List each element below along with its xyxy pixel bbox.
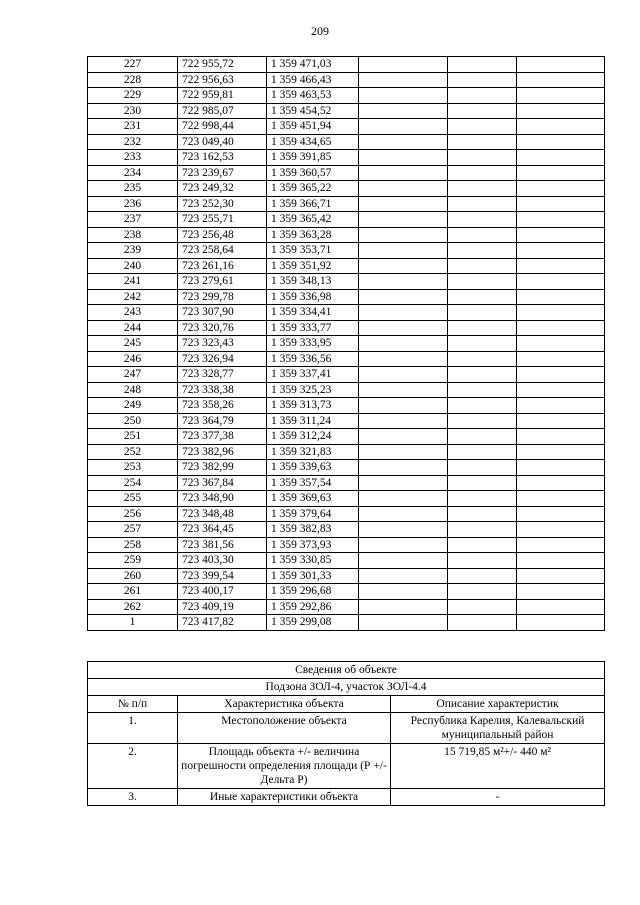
empty-cell xyxy=(448,305,517,321)
empty-cell xyxy=(517,537,605,553)
empty-cell xyxy=(359,72,448,88)
coordinate-y: 1 359 330,85 xyxy=(267,553,359,569)
coordinate-x: 722 985,07 xyxy=(178,103,267,119)
empty-cell xyxy=(359,227,448,243)
coordinate-row xyxy=(88,491,605,507)
point-number: 255 xyxy=(88,491,178,507)
empty-cell xyxy=(448,506,517,522)
coordinate-x: 722 955,72 xyxy=(178,57,267,73)
point-number: 256 xyxy=(88,506,178,522)
empty-cell xyxy=(359,615,448,631)
coordinate-row xyxy=(88,367,605,383)
empty-cell xyxy=(448,599,517,615)
coordinate-y: 1 359 313,73 xyxy=(267,398,359,414)
coordinate-row xyxy=(88,568,605,584)
point-number: 230 xyxy=(88,103,178,119)
coordinate-x: 722 956,63 xyxy=(178,72,267,88)
empty-cell xyxy=(448,584,517,600)
empty-cell xyxy=(359,274,448,290)
coordinate-x: 723 400,17 xyxy=(178,584,267,600)
point-number: 240 xyxy=(88,258,178,274)
empty-cell xyxy=(359,398,448,414)
coordinate-row xyxy=(88,258,605,274)
coordinate-row xyxy=(88,150,605,166)
empty-cell xyxy=(359,119,448,135)
point-number: 253 xyxy=(88,460,178,476)
coordinate-row xyxy=(88,522,605,538)
empty-cell xyxy=(517,258,605,274)
empty-cell xyxy=(359,243,448,259)
info-row-value: 15 719,85 м²+/- 440 м² xyxy=(391,744,605,789)
coordinate-x: 723 261,16 xyxy=(178,258,267,274)
empty-cell xyxy=(448,537,517,553)
empty-cell xyxy=(517,444,605,460)
point-number: 227 xyxy=(88,57,178,73)
coordinate-row xyxy=(88,599,605,615)
coordinate-x: 723 049,40 xyxy=(178,134,267,150)
empty-cell xyxy=(359,134,448,150)
empty-cell xyxy=(359,150,448,166)
empty-cell xyxy=(359,336,448,352)
coordinate-row xyxy=(88,88,605,104)
empty-cell xyxy=(517,165,605,181)
coordinate-x: 723 299,78 xyxy=(178,289,267,305)
coordinate-y: 1 359 391,85 xyxy=(267,150,359,166)
info-row xyxy=(88,789,605,806)
empty-cell xyxy=(448,289,517,305)
coordinates-table-body xyxy=(88,57,605,631)
coordinate-y: 1 359 365,42 xyxy=(267,212,359,228)
coordinate-x: 722 998,44 xyxy=(178,119,267,135)
empty-cell xyxy=(448,460,517,476)
empty-cell xyxy=(359,599,448,615)
empty-cell xyxy=(517,568,605,584)
empty-cell xyxy=(359,305,448,321)
coordinate-y: 1 359 353,71 xyxy=(267,243,359,259)
point-number: 250 xyxy=(88,413,178,429)
empty-cell xyxy=(448,382,517,398)
empty-cell xyxy=(448,568,517,584)
coordinate-row xyxy=(88,165,605,181)
empty-cell xyxy=(517,429,605,445)
empty-cell xyxy=(359,460,448,476)
empty-cell xyxy=(448,57,517,73)
point-number: 252 xyxy=(88,444,178,460)
coordinate-y: 1 359 360,57 xyxy=(267,165,359,181)
coordinate-x: 723 162,53 xyxy=(178,150,267,166)
empty-cell xyxy=(517,103,605,119)
empty-cell xyxy=(359,212,448,228)
coordinate-row xyxy=(88,243,605,259)
point-number: 238 xyxy=(88,227,178,243)
coordinate-y: 1 359 299,08 xyxy=(267,615,359,631)
coordinate-row xyxy=(88,615,605,631)
coordinate-y: 1 359 369,63 xyxy=(267,491,359,507)
info-row-name: Местоположение объекта xyxy=(178,713,391,744)
coordinate-x: 723 409,19 xyxy=(178,599,267,615)
empty-cell xyxy=(448,351,517,367)
empty-cell xyxy=(517,491,605,507)
empty-cell xyxy=(448,88,517,104)
empty-cell xyxy=(517,413,605,429)
coordinate-row xyxy=(88,398,605,414)
point-number: 229 xyxy=(88,88,178,104)
coordinate-x: 723 307,90 xyxy=(178,305,267,321)
info-row-name: Площадь объекта +/- величина погрешности определения площади (Р +/- Дельта Р) xyxy=(178,744,391,789)
coordinate-row xyxy=(88,72,605,88)
point-number: 236 xyxy=(88,196,178,212)
info-row xyxy=(88,713,605,744)
coordinate-row xyxy=(88,553,605,569)
point-number: 260 xyxy=(88,568,178,584)
empty-cell xyxy=(359,289,448,305)
point-number: 249 xyxy=(88,398,178,414)
empty-cell xyxy=(359,522,448,538)
empty-cell xyxy=(359,258,448,274)
coordinate-x: 723 382,99 xyxy=(178,460,267,476)
info-row-name: Иные характеристики объекта xyxy=(178,789,391,806)
empty-cell xyxy=(359,475,448,491)
empty-cell xyxy=(448,227,517,243)
coordinate-row xyxy=(88,119,605,135)
coordinate-row xyxy=(88,413,605,429)
coordinate-y: 1 359 365,22 xyxy=(267,181,359,197)
point-number: 228 xyxy=(88,72,178,88)
coordinate-x: 723 377,38 xyxy=(178,429,267,445)
point-number: 237 xyxy=(88,212,178,228)
coordinate-row xyxy=(88,382,605,398)
coordinate-y: 1 359 336,98 xyxy=(267,289,359,305)
coordinate-y: 1 359 301,33 xyxy=(267,568,359,584)
empty-cell xyxy=(448,150,517,166)
point-number: 259 xyxy=(88,553,178,569)
coordinate-row xyxy=(88,537,605,553)
empty-cell xyxy=(359,103,448,119)
empty-cell xyxy=(448,398,517,414)
coordinate-y: 1 359 454,52 xyxy=(267,103,359,119)
coordinate-y: 1 359 339,63 xyxy=(267,460,359,476)
coordinate-x: 723 417,82 xyxy=(178,615,267,631)
info-row-number: 3. xyxy=(88,789,178,806)
info-row-number: 1. xyxy=(88,713,178,744)
empty-cell xyxy=(448,444,517,460)
empty-cell xyxy=(517,57,605,73)
empty-cell xyxy=(359,181,448,197)
coordinate-y: 1 359 321,83 xyxy=(267,444,359,460)
coordinate-y: 1 359 373,93 xyxy=(267,537,359,553)
empty-cell xyxy=(448,475,517,491)
coordinate-row xyxy=(88,475,605,491)
empty-cell xyxy=(517,584,605,600)
point-number: 247 xyxy=(88,367,178,383)
point-number: 261 xyxy=(88,584,178,600)
point-number: 232 xyxy=(88,134,178,150)
coordinate-y: 1 359 325,23 xyxy=(267,382,359,398)
empty-cell xyxy=(359,553,448,569)
point-number: 233 xyxy=(88,150,178,166)
coordinate-y: 1 359 382,83 xyxy=(267,522,359,538)
empty-cell xyxy=(517,196,605,212)
coordinate-row xyxy=(88,57,605,73)
empty-cell xyxy=(517,382,605,398)
empty-cell xyxy=(359,196,448,212)
empty-cell xyxy=(448,181,517,197)
empty-cell xyxy=(517,351,605,367)
coordinates-table xyxy=(87,56,605,631)
empty-cell xyxy=(517,336,605,352)
empty-cell xyxy=(517,274,605,290)
info-title: Сведения об объекте xyxy=(88,662,605,679)
empty-cell xyxy=(517,506,605,522)
coordinate-x: 723 323,43 xyxy=(178,336,267,352)
coordinate-y: 1 359 466,43 xyxy=(267,72,359,88)
coordinate-y: 1 359 471,03 xyxy=(267,57,359,73)
empty-cell xyxy=(517,150,605,166)
coordinate-y: 1 359 379,64 xyxy=(267,506,359,522)
coordinate-row xyxy=(88,289,605,305)
empty-cell xyxy=(448,429,517,445)
coordinate-row xyxy=(88,460,605,476)
coordinate-x: 723 338,38 xyxy=(178,382,267,398)
coordinate-row xyxy=(88,444,605,460)
coordinate-row xyxy=(88,351,605,367)
point-number: 1 xyxy=(88,615,178,631)
coordinate-y: 1 359 333,95 xyxy=(267,336,359,352)
coordinate-row xyxy=(88,134,605,150)
point-number: 254 xyxy=(88,475,178,491)
empty-cell xyxy=(448,553,517,569)
header-characteristic: Характеристика объекта xyxy=(178,696,391,713)
coordinate-row xyxy=(88,274,605,290)
empty-cell xyxy=(517,212,605,228)
empty-cell xyxy=(448,258,517,274)
info-row-number: 2. xyxy=(88,744,178,789)
empty-cell xyxy=(517,460,605,476)
header-number: № п/п xyxy=(88,696,178,713)
coordinate-x: 723 255,71 xyxy=(178,212,267,228)
point-number: 245 xyxy=(88,336,178,352)
coordinate-x: 723 367,84 xyxy=(178,475,267,491)
coordinate-y: 1 359 296,68 xyxy=(267,584,359,600)
coordinate-y: 1 359 348,13 xyxy=(267,274,359,290)
coordinate-x: 723 258,64 xyxy=(178,243,267,259)
coordinate-x: 723 256,48 xyxy=(178,227,267,243)
point-number: 239 xyxy=(88,243,178,259)
point-number: 246 xyxy=(88,351,178,367)
point-number: 243 xyxy=(88,305,178,321)
coordinate-x: 723 252,30 xyxy=(178,196,267,212)
empty-cell xyxy=(517,134,605,150)
info-title-row xyxy=(88,662,605,679)
coordinate-row xyxy=(88,429,605,445)
info-row-value: Республика Карелия, Калевальский муниципальный район xyxy=(391,713,605,744)
empty-cell xyxy=(517,615,605,631)
coordinate-y: 1 359 351,92 xyxy=(267,258,359,274)
empty-cell xyxy=(448,413,517,429)
coordinate-x: 722 959,81 xyxy=(178,88,267,104)
empty-cell xyxy=(517,227,605,243)
coordinate-y: 1 359 312,24 xyxy=(267,429,359,445)
empty-cell xyxy=(448,491,517,507)
empty-cell xyxy=(517,522,605,538)
empty-cell xyxy=(359,367,448,383)
empty-cell xyxy=(448,367,517,383)
coordinate-y: 1 359 292,86 xyxy=(267,599,359,615)
empty-cell xyxy=(448,243,517,259)
empty-cell xyxy=(517,88,605,104)
point-number: 257 xyxy=(88,522,178,538)
empty-cell xyxy=(448,274,517,290)
coordinate-x: 723 348,90 xyxy=(178,491,267,507)
info-subtitle-row xyxy=(88,679,605,696)
coordinate-x: 723 279,61 xyxy=(178,274,267,290)
point-number: 242 xyxy=(88,289,178,305)
coordinate-y: 1 359 333,77 xyxy=(267,320,359,336)
point-number: 248 xyxy=(88,382,178,398)
coordinate-x: 723 381,56 xyxy=(178,537,267,553)
info-header-row xyxy=(88,696,605,713)
coordinate-y: 1 359 336,56 xyxy=(267,351,359,367)
coordinate-y: 1 359 334,41 xyxy=(267,305,359,321)
coordinate-row xyxy=(88,336,605,352)
coordinate-row xyxy=(88,320,605,336)
point-number: 231 xyxy=(88,119,178,135)
empty-cell xyxy=(517,181,605,197)
empty-cell xyxy=(359,584,448,600)
empty-cell xyxy=(359,491,448,507)
coordinate-row xyxy=(88,584,605,600)
point-number: 235 xyxy=(88,181,178,197)
coordinate-y: 1 359 366,71 xyxy=(267,196,359,212)
empty-cell xyxy=(359,444,448,460)
empty-cell xyxy=(448,103,517,119)
empty-cell xyxy=(359,57,448,73)
empty-cell xyxy=(517,367,605,383)
empty-cell xyxy=(359,351,448,367)
point-number: 262 xyxy=(88,599,178,615)
empty-cell xyxy=(359,320,448,336)
coordinate-x: 723 239,67 xyxy=(178,165,267,181)
object-info-table xyxy=(87,661,605,806)
empty-cell xyxy=(517,475,605,491)
coordinate-row xyxy=(88,103,605,119)
point-number: 244 xyxy=(88,320,178,336)
empty-cell xyxy=(517,305,605,321)
coordinate-y: 1 359 463,53 xyxy=(267,88,359,104)
empty-cell xyxy=(359,506,448,522)
empty-cell xyxy=(517,119,605,135)
empty-cell xyxy=(448,320,517,336)
empty-cell xyxy=(517,398,605,414)
coordinate-row xyxy=(88,212,605,228)
point-number: 251 xyxy=(88,429,178,445)
empty-cell xyxy=(448,165,517,181)
empty-cell xyxy=(517,553,605,569)
coordinate-row xyxy=(88,305,605,321)
page-number: 209 xyxy=(311,24,329,38)
empty-cell xyxy=(359,165,448,181)
coordinate-x: 723 382,96 xyxy=(178,444,267,460)
empty-cell xyxy=(517,599,605,615)
coordinate-x: 723 403,30 xyxy=(178,553,267,569)
empty-cell xyxy=(359,382,448,398)
empty-cell xyxy=(448,119,517,135)
coordinate-y: 1 359 311,24 xyxy=(267,413,359,429)
empty-cell xyxy=(517,243,605,259)
coordinate-y: 1 359 451,94 xyxy=(267,119,359,135)
coordinate-y: 1 359 357,54 xyxy=(267,475,359,491)
empty-cell xyxy=(359,413,448,429)
empty-cell xyxy=(448,615,517,631)
empty-cell xyxy=(517,320,605,336)
coordinate-y: 1 359 363,28 xyxy=(267,227,359,243)
coordinate-row xyxy=(88,181,605,197)
point-number: 234 xyxy=(88,165,178,181)
coordinate-x: 723 348,48 xyxy=(178,506,267,522)
empty-cell xyxy=(448,72,517,88)
empty-cell xyxy=(359,568,448,584)
coordinate-y: 1 359 337,41 xyxy=(267,367,359,383)
coordinate-x: 723 364,79 xyxy=(178,413,267,429)
header-description: Описание характеристик xyxy=(391,696,605,713)
empty-cell xyxy=(448,196,517,212)
coordinate-x: 723 328,77 xyxy=(178,367,267,383)
coordinate-x: 723 249,32 xyxy=(178,181,267,197)
point-number: 258 xyxy=(88,537,178,553)
empty-cell xyxy=(448,212,517,228)
info-row-value: - xyxy=(391,789,605,806)
empty-cell xyxy=(448,522,517,538)
coordinate-x: 723 399,54 xyxy=(178,568,267,584)
empty-cell xyxy=(359,429,448,445)
info-row xyxy=(88,744,605,789)
coordinate-x: 723 326,94 xyxy=(178,351,267,367)
empty-cell xyxy=(359,88,448,104)
coordinate-x: 723 364,45 xyxy=(178,522,267,538)
info-subtitle: Подзона ЗОЛ-4, участок ЗОЛ-4.4 xyxy=(88,679,605,696)
empty-cell xyxy=(517,289,605,305)
point-number: 241 xyxy=(88,274,178,290)
empty-cell xyxy=(448,336,517,352)
coordinate-x: 723 358,26 xyxy=(178,398,267,414)
coordinate-x: 723 320,76 xyxy=(178,320,267,336)
empty-cell xyxy=(359,537,448,553)
empty-cell xyxy=(448,134,517,150)
empty-cell xyxy=(517,72,605,88)
coordinate-row xyxy=(88,196,605,212)
coordinate-row xyxy=(88,506,605,522)
coordinate-row xyxy=(88,227,605,243)
coordinate-y: 1 359 434,65 xyxy=(267,134,359,150)
